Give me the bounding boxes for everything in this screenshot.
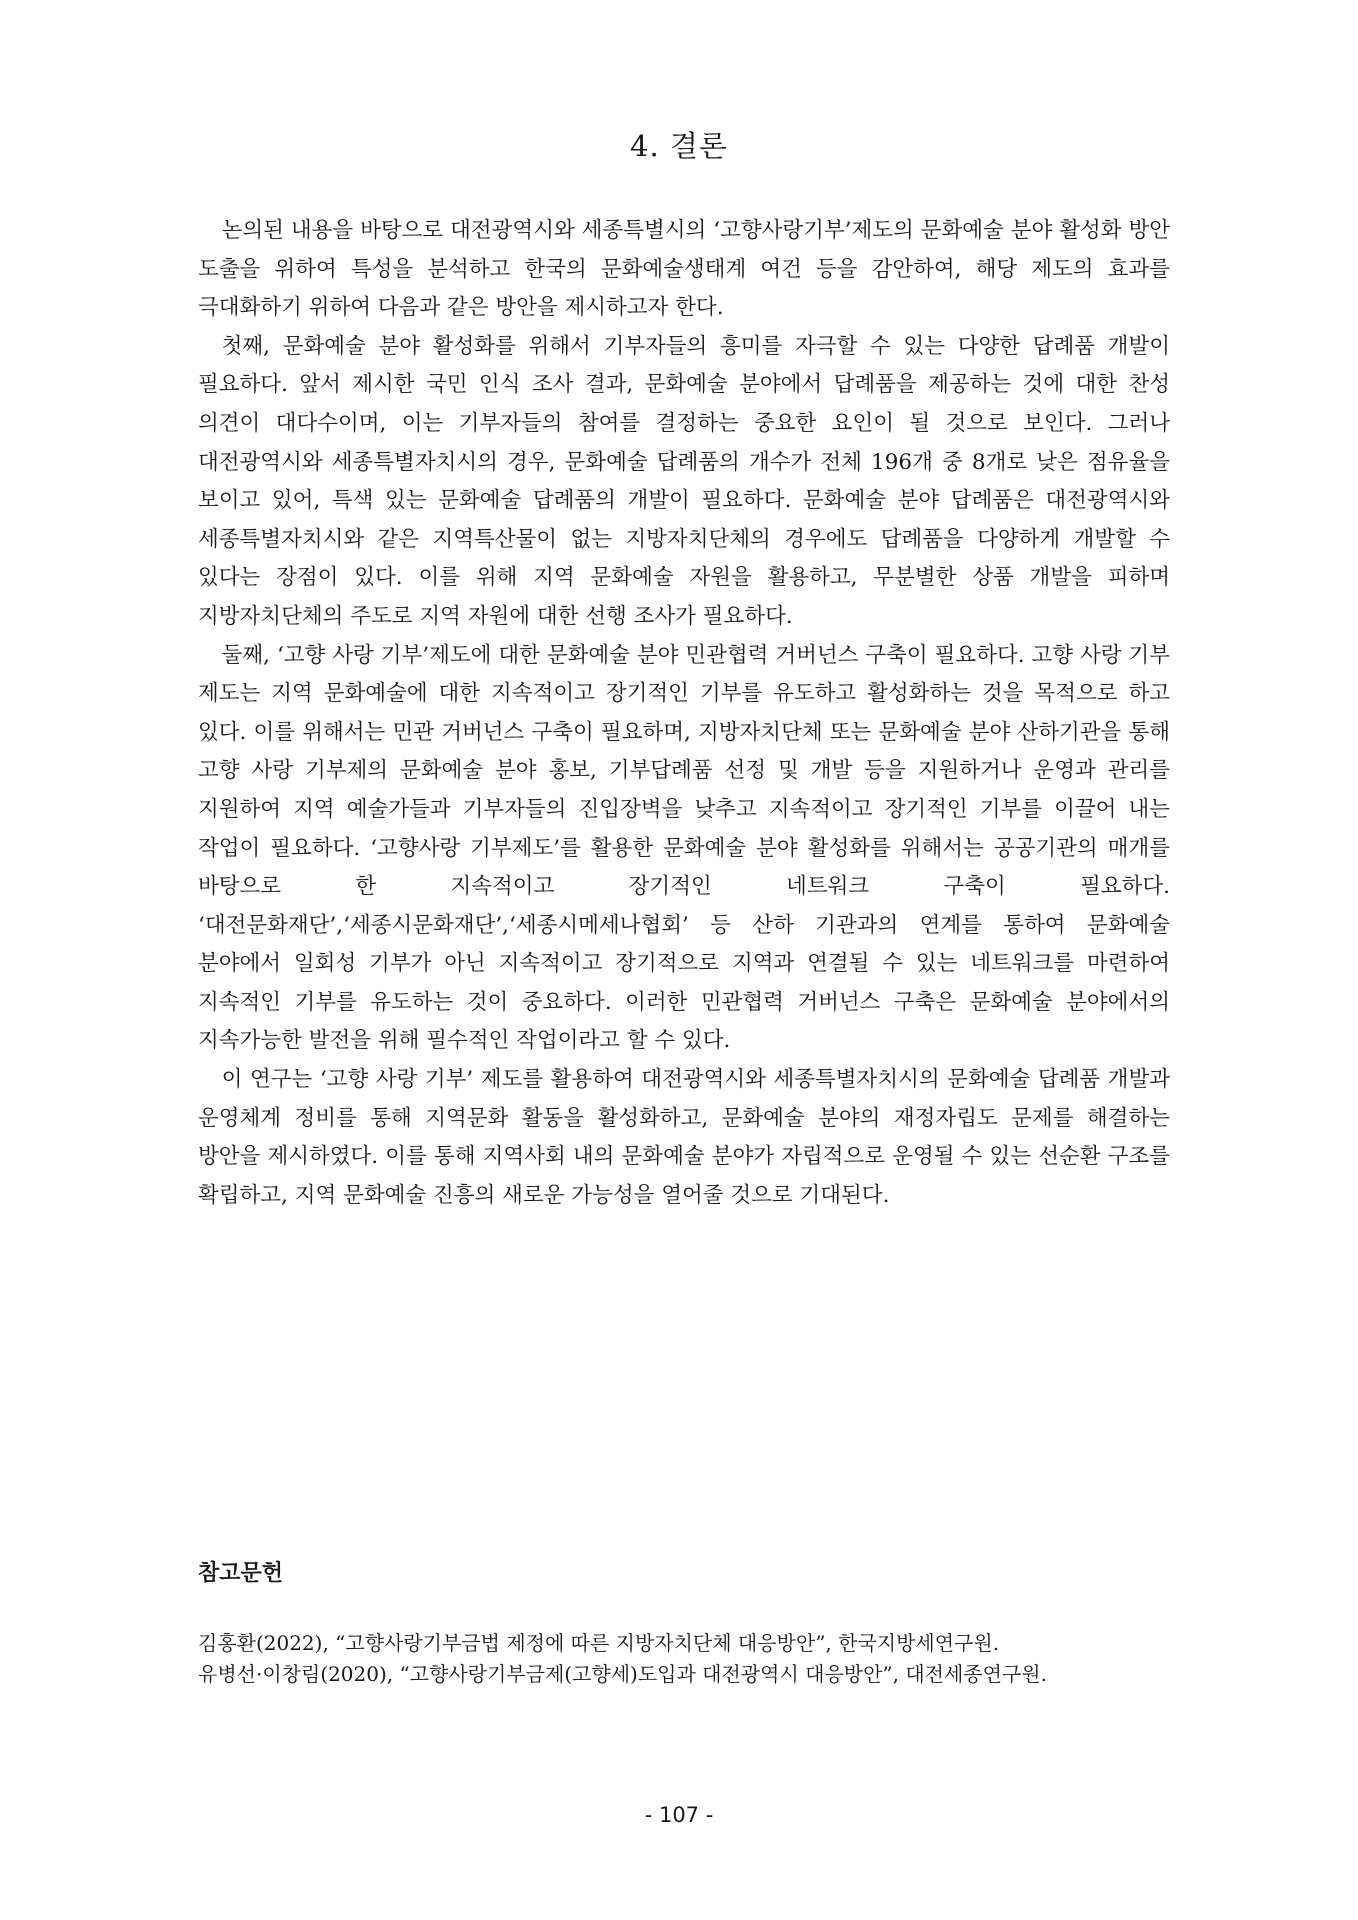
section-title: 4. 결론 (630, 129, 728, 163)
reference-item: 유병선·이창림(2020), “고향사랑기부금제(고향세)도입과 대전광역시 대응방안”, 대전세종연구원. (198, 1662, 1047, 1686)
body-text (198, 212, 1170, 1215)
reference-item: 김홍환(2022), “고향사랑기부금법 제정에 따른 지방자치단체 대응방안”, 한국지방세연구원. (198, 1631, 1000, 1655)
references-list (198, 1628, 1178, 1690)
references-heading: 참고문헌 (198, 1561, 284, 1586)
page-number: - 107 - (644, 1803, 714, 1827)
paragraph-first-point: 첫째, 문화예술 분야 활성화를 위해서 기부자들의 흥미를 자극할 수 있는 다양한 답례품 개발이 필요하다. 앞서 제시한 국민 인식 조사 결과, 문화예술 분야에서 답례품을 제공하는 것에 대한 찬성 의견이 대다수이며, 이는 기부자들의 참여를 결정하는 중요한 요인이 될 것으로 보인다. 그러나 대전광역시와 세종특별자치시의 경우, 문화예술 답례품의 개수가 전체 196개 중 8개로 낮은 점유율을 보이고 있어, 특색 있는 문화예술 답례품의 개발이 필요하다. 문화예술 분야 답례품은 대전광역시와 세종특별자치시와 같은 지역특산물이 없는 지방자치단체의 경우에도 답례품을 다양하게 개발할 수 있다는 장점이 있다. 이를 위해 지역 문화예술 자원을 활용하고, 무분별한 상품 개발을 피하며 지방자치단체의 주도로 지역 자원에 대한 선행 조사가 필요하다. (198, 333, 1170, 629)
paragraph-second-point: 둘째, ‘고향 사랑 기부’제도에 대한 문화예술 분야 민관협력 거버넌스 구축이 필요하다. 고향 사랑 기부 제도는 지역 문화예술에 대한 지속적이고 장기적인 기부를 유도하고 활성화하는 것을 목적으로 하고 있다. 이를 위해서는 민관 거버넌스 구축이 필요하며, 지방자치단체 또는 문화예술 분야 산하기관을 통해 고향 사랑 기부제의 문화예술 분야 홍보, 기부답례품 선정 및 개발 등을 지원하거나 운영과 관리를 지원하여 지역 예술가들과 기부자들의 진입장벽을 낮추고 지속적이고 장기적인 기부를 이끌어 내는 작업이 필요하다. ‘고향사랑 기부제도’를 활용한 문화예술 분야 활성화를 위해서는 공공기관의 매개를 바탕으로 한 지속적이고 장기적인 네트워크 구축이 필요하다. ‘대전문화재단’,‘세종시문화재단’,‘세종시메세나협회’ 등 산하 기관과의 연계를 통하여 문화예술 분야에서 일회성 기부가 아닌 지속적이고 장기적으로 지역과 연결될 수 있는 네트워크를 마련하여 지속적인 기부를 유도하는 것이 중요하다. 이러한 민관협력 거버넌스 구축은 문화예술 분야에서의 지속가능한 발전을 위해 필수적인 작업이라고 할 수 있다. (198, 642, 1170, 1054)
paragraph-conclusion: 이 연구는 ‘고향 사랑 기부’ 제도를 활용하여 대전광역시와 세종특별자치시의 문화예술 답례품 개발과 운영체계 정비를 통해 지역문화 활동을 활성화하고, 문화예술 분야의 재정자립도 문제를 해결하는 방안을 제시하였다. 이를 통해 지역사회 내의 문화예술 분야가 자립적으로 운영될 수 있는 선순환 구조를 확립하고, 지역 문화예술 진흥의 새로운 가능성을 열어줄 것으로 기대된다. (198, 1067, 1170, 1208)
paragraph-intro: 논의된 내용을 바탕으로 대전광역시와 세종특별시의 ‘고향사랑기부’제도의 문화예술 분야 활성화 방안 도출을 위하여 특성을 분석하고 한국의 문화예술생태계 여건 등을 감안하여, 해당 제도의 효과를 극대화하기 위하여 다음과 같은 방안을 제시하고자 한다. (198, 218, 1170, 321)
